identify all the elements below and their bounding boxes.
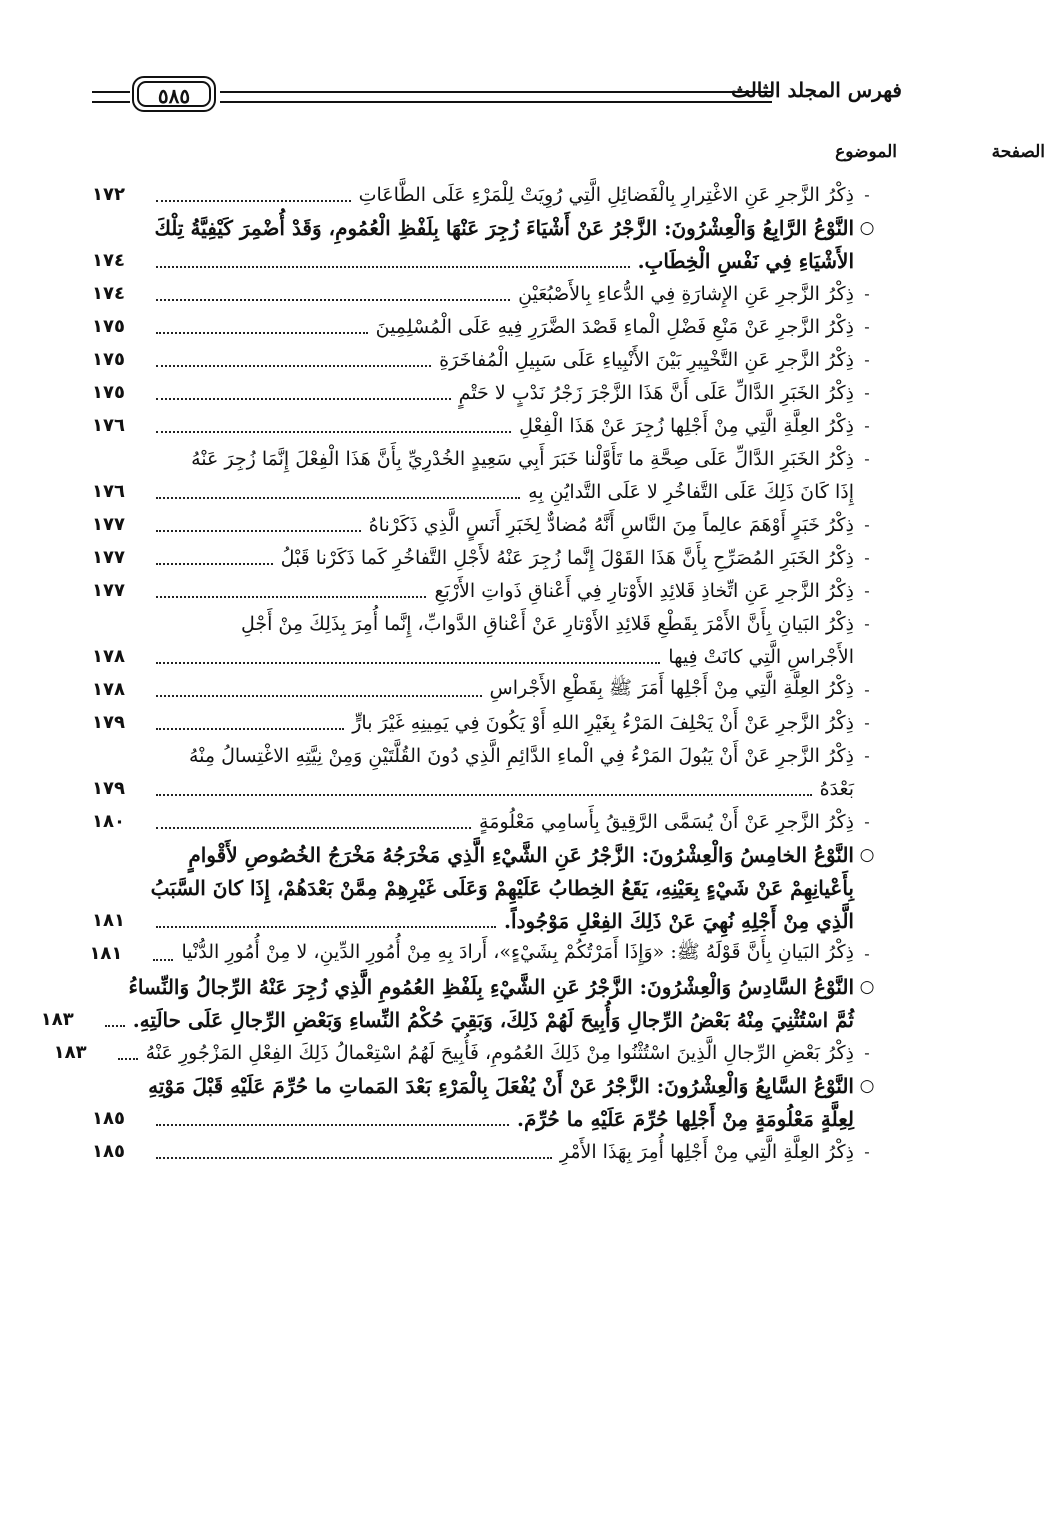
index-entry (92, 541, 880, 574)
index-entries (40, 178, 880, 1168)
entry-text: ذِكْرُ بَعْضِ الرِّجالِ الَّذِينَ اسْتُثْنُوا مِنْ ذَلِكَ العُمُومِ، فَأُبِيحَ لَهُمُ اسْتِعْمالُ ذَلِكَ الفِعْلِ المَزْجُورِ عَنْهُ (145, 1041, 854, 1064)
dot-leader (156, 926, 496, 928)
entry-line (92, 1135, 880, 1168)
entry-text: ذِكْرُ الزَّجرِ عَنِ الإِشارَةِ فِي الدُّعاءِ بِالأَصْبُعَيْنِ (518, 282, 854, 305)
index-entry (92, 178, 880, 211)
entry-line (92, 574, 880, 607)
dot-leader (118, 1058, 138, 1060)
entry-page-number: ١٨٣ (40, 1009, 74, 1030)
index-section (40, 970, 880, 1036)
circle-bullet-icon: ○ (859, 976, 875, 997)
dot-leader (156, 530, 361, 532)
index-entry (92, 277, 880, 310)
index-section (92, 838, 880, 937)
entry-line (92, 706, 880, 739)
entry-page-number: ١٧٥ (92, 349, 125, 370)
entry-line (92, 409, 880, 442)
dot-leader (156, 1157, 552, 1159)
entry-page-number: ١٧٦ (92, 415, 125, 436)
entry-page-number: ١٧٢ (92, 184, 125, 205)
running-title: فهرس المجلد الثالث (731, 78, 902, 102)
index-entry (92, 343, 880, 376)
entry-text: ذِكْرُ البَيانِ بِأَنَّ الأَمْرَ بِقَطْعِ قَلائِدِ الأَوْتارِ عَنْ أَعْناقِ الدَّوابِّ، إِنَّما أُمِرَ بِذَلِكَ مِنْ أَجْلِ (240, 612, 854, 635)
entry-text: ذِكْرُ الزَّجرِ عَنِ اتِّخاذِ قَلائِدِ الأَوْتارِ فِي أَعْناقِ ذَواتِ الأَرْبَعِ (434, 579, 854, 602)
entry-page-number: ١٧٧ (92, 547, 125, 568)
page-number: ٥٨٥ (137, 81, 211, 107)
dot-leader (105, 1025, 125, 1027)
dot-leader (156, 695, 482, 697)
entry-page-number: ١٧٥ (92, 316, 125, 337)
circle-bullet-icon: ○ (859, 1075, 875, 1096)
entry-line (92, 673, 880, 706)
dash-bullet-icon: - (864, 713, 870, 732)
dot-leader (156, 398, 451, 400)
column-heading-page: الصفحة (991, 142, 1045, 162)
dash-bullet-icon: - (864, 1043, 870, 1062)
entry-line (92, 541, 880, 574)
index-entry (89, 937, 880, 970)
index-entry (92, 310, 880, 343)
entry-line (92, 970, 880, 1003)
dash-bullet-icon: - (864, 680, 870, 699)
entry-text: ثُمَّ اسْتُثْنِيَ مِنْهُ بَعْضُ الرِّجالِ وَأُبِيحَ لَهُمْ ذَلِكَ، وَبَقِيَ حُكْمُ النِّساءِ وَبَعْضِ الرِّجالِ عَلَى حالَتِهِ. (132, 1007, 854, 1032)
entry-line (92, 310, 880, 343)
entry-line (92, 772, 880, 805)
entry-text: النَّوْعُ الخامِسُ وَالْعِشْرُونَ: الزَّجْرُ عَنِ الشَّيْءِ الَّذِي مَخْرَجُهُ مَخْرَجُ الخُصُوصِ لأَقْوامٍ (188, 842, 854, 867)
entry-text: ذِكْرُ الزَّجرِ عَنْ أَنْ يَبُولَ المَرْءُ فِي الْماءِ الدَّائِمِ الَّذِي دُونَ القُلَّتَيْنِ وَمِنْ نِيَّتِهِ الاغْتِسالُ مِنْهُ (188, 744, 854, 767)
index-entry (92, 376, 880, 409)
index-entry (92, 805, 880, 838)
index-entry (92, 1135, 880, 1168)
entry-text: ذِكْرُ البَيانِ بِأَنَّ قَوْلَهُ ﷺ: «وَإِذَا أَمَرْتُكُمْ بِشَيْءٍ»، أَرادَ بِهِ مِنْ أُمُورِ الدِّينِ، لا مِنْ أُمُورِ الدُّنْيا (181, 940, 854, 963)
entry-line (89, 937, 880, 970)
entry-text: ذِكْرُ العِلَّةِ الَّتِي مِنْ أَجْلِها أُمِرَ بِهَذَا الأَمْرِ (559, 1140, 854, 1163)
dot-leader (156, 563, 273, 565)
entry-line (92, 343, 880, 376)
entry-line (92, 244, 880, 277)
entry-text: النَّوْعُ الرَّابِعُ وَالْعِشْرُونَ: الزَّجْرُ عَنْ أَشْيَاءَ زُجِرَ عَنْهَا بِلَفْظِ الْعُمُومِ، وَقَدْ أُضْمِرَ كَيْفِيَّةُ تِلْكَ (154, 215, 854, 240)
entry-page-number: ١٨٣ (53, 1042, 87, 1063)
entry-line (92, 739, 880, 772)
dot-leader (156, 332, 368, 334)
dot-leader (156, 266, 630, 268)
dash-bullet-icon: - (864, 416, 870, 435)
index-entry (92, 739, 880, 805)
entry-text: ذِكْرُ خَبَرٍ أَوْهَمَ عالِماً مِنَ النَّاسِ أَنَّهُ مُضادٌّ لِخَبَرِ أَنَسٍ الَّذِي ذَكَرْناهُ (368, 513, 854, 536)
dash-bullet-icon: - (864, 548, 870, 567)
entry-line (92, 211, 880, 244)
entry-line (40, 1003, 880, 1036)
entry-page-number: ١٨١ (92, 910, 125, 931)
dash-bullet-icon: - (864, 614, 870, 633)
entry-page-number: ١٨٥ (92, 1108, 125, 1129)
entry-text: إِذَا كَانَ ذَلِكَ عَلَى التَّفاخُرِ لا عَلَى التَّدايُنِ بِهِ (528, 480, 854, 503)
dot-leader (156, 431, 511, 433)
dot-leader (156, 662, 660, 664)
entry-text: ذِكْرُ الزَّجرِ عَنْ أَنْ يُسَمَّى الرَّقِيقُ بِأَسامِي مَعْلُومَةٍ (479, 810, 854, 833)
dash-bullet-icon: - (864, 350, 870, 369)
index-entry (92, 673, 880, 706)
entry-text: ذِكْرُ الخَبَرِ الدَّالِّ عَلَى صِحَّةِ ما تَأَوَّلْنا خَبَرَ أَبِي سَعِيدٍ الخُدْرِيِّ بِأَنَّ هَذَا الْفِعْلَ إِنَّمَا زُجِرَ عَنْهُ (191, 447, 854, 470)
entry-text: ذِكْرُ العِلَّةِ الَّتِي مِنْ أَجْلِها أَمَرَ ﷺ بِقَطْعِ الأَجْراسِ (489, 676, 854, 699)
entry-line (92, 805, 880, 838)
entry-page-number: ١٧٨ (92, 679, 125, 700)
dash-bullet-icon: - (864, 449, 870, 468)
entry-text: ذِكْرُ الزَّجرِ عَنِ التَّخْيِيرِ بَيْنَ الأَنْبِياءِ عَلَى سَبِيلِ الْمُفاخَرَةِ (439, 348, 854, 371)
entry-line (92, 871, 880, 904)
dot-leader (156, 728, 344, 730)
index-entry (53, 1036, 880, 1069)
entry-text: الأَشْيَاءِ فِي نَفْسِ الْخِطَابِ. (637, 248, 854, 273)
dot-leader (156, 497, 520, 499)
index-entry (92, 607, 880, 673)
entry-line (92, 904, 880, 937)
entry-line (92, 607, 880, 640)
entry-page-number: ١٧٦ (92, 481, 125, 502)
entry-line (92, 1069, 880, 1102)
dash-bullet-icon: - (864, 515, 870, 534)
entry-page-number: ١٧٩ (92, 778, 125, 799)
entry-line (92, 640, 880, 673)
entry-line (92, 277, 880, 310)
dot-leader (156, 365, 431, 367)
index-entry (92, 706, 880, 739)
dash-bullet-icon: - (864, 944, 870, 963)
entry-line (92, 508, 880, 541)
dot-leader (156, 827, 471, 829)
index-entry (92, 442, 880, 508)
page-number-box (132, 76, 216, 112)
index-entry (92, 409, 880, 442)
entry-page-number: ١٧٨ (92, 646, 125, 667)
entry-line (92, 838, 880, 871)
column-heading-topic: الموضوع (835, 142, 897, 162)
entry-text: الَّذِي مِنْ أَجْلِهِ نُهِيَ عَنْ ذَلِكَ الفِعْلِ مَوْجُوداً. (504, 908, 854, 933)
dot-leader (156, 299, 510, 301)
dot-leader (156, 596, 426, 598)
dash-bullet-icon: - (864, 185, 870, 204)
entry-page-number: ١٧٥ (92, 382, 125, 403)
circle-bullet-icon: ○ (859, 844, 875, 865)
circle-bullet-icon: ○ (859, 217, 875, 238)
entry-text: ذِكْرُ الزَّجرِ عَنِ الاغْتِرارِ بِالْفَضائِلِ الَّتِي رُوِيَتْ لِلْمَرْءِ عَلَى الطَّاعَاتِ (358, 183, 854, 206)
page-header (92, 74, 902, 120)
entry-page-number: ١٧٧ (92, 514, 125, 535)
entry-line (92, 475, 880, 508)
dot-leader (156, 1124, 509, 1126)
dot-leader (156, 794, 812, 796)
dash-bullet-icon: - (864, 317, 870, 336)
entry-text: لِعِلَّةٍ مَعْلُومَةٍ مِنْ أَجْلِها حُرِّمَ عَلَيْهِ ما حُرِّمَ. (516, 1106, 854, 1131)
entry-text: بِأَعْيانِهِمْ عَنْ شَيْءٍ بِعَيْنِهِ، يَقَعُ الخِطابُ عَلَيْهِمْ وَعَلَى غَيْرِهِمْ مِمَّنْ بَعْدَهُمْ، إِذَا كانَ السَّبَبُ (150, 875, 854, 900)
index-entry (92, 508, 880, 541)
entry-page-number: ١٧٧ (92, 580, 125, 601)
entry-text: الأَجْراسِ الَّتِي كانَتْ فِيها (668, 645, 854, 668)
index-section (92, 211, 880, 277)
entry-page-number: ١٧٤ (92, 283, 125, 304)
index-section (92, 1069, 880, 1135)
entry-text: ذِكْرُ الخَبَرِ الدَّالِّ عَلَى أَنَّ هَذَا الزَّجْرَ زَجْرُ نَدْبٍ لا حَتْمٍ (458, 381, 854, 404)
index-entry (92, 574, 880, 607)
header-rule-left (92, 91, 130, 103)
header-rule-right (220, 91, 772, 103)
entry-page-number: ١٨٥ (92, 1141, 125, 1162)
entry-text: النَّوْعُ السَّابِعُ وَالْعِشْرُونَ: الزَّجْرُ عَنْ أَنْ يُفْعَلَ بِالْمَرْءِ بَعْدَ المَماتِ ما حُرِّمَ عَلَيْهِ قَبْلَ مَوْتِهِ (148, 1073, 854, 1098)
dash-bullet-icon: - (864, 812, 870, 831)
dash-bullet-icon: - (864, 383, 870, 402)
dash-bullet-icon: - (864, 1142, 870, 1161)
entry-line (92, 178, 880, 211)
entry-text: بَعْدَهُ (819, 777, 854, 800)
entry-text: ذِكْرُ الخَبَرِ المُصَرِّحِ بِأَنَّ هَذَا القَوْلَ إِنَّما زُجِرَ عَنْهُ لأَجْلِ التَّفاخُرِ كَما ذَكَرْنا قَبْلُ (280, 546, 854, 569)
entry-line (92, 442, 880, 475)
entry-text: النَّوْعُ السَّادِسُ وَالْعِشْرُونَ: الزَّجْرُ عَنِ الشَّيْءِ بِلَفْظِ العُمُومِ الَّذِي زُجِرَ عَنْهُ الرِّجالُ وَالنِّساءُ (128, 974, 854, 999)
entry-text: ذِكْرُ العِلَّةِ الَّتِي مِنْ أَجْلِها زُجِرَ عَنْ هَذَا الْفِعْلِ (519, 414, 854, 437)
entry-line (92, 1102, 880, 1135)
dash-bullet-icon: - (864, 581, 870, 600)
entry-page-number: ١٧٩ (92, 712, 125, 733)
dot-leader (153, 959, 173, 961)
entry-line (92, 376, 880, 409)
entry-page-number: ١٨٠ (92, 811, 125, 832)
entry-page-number: ١٧٤ (92, 250, 125, 271)
dash-bullet-icon: - (864, 746, 870, 765)
dash-bullet-icon: - (864, 284, 870, 303)
entry-line (53, 1036, 880, 1069)
dot-leader (156, 200, 351, 202)
entry-text: ذِكْرُ الزَّجرِ عَنْ مَنْعِ فَضْلِ الْماءِ قَصْدَ الضَّرَرِ فِيهِ عَلَى الْمُسْلِمِينَ (375, 315, 854, 338)
entry-page-number: ١٨١ (89, 943, 123, 964)
entry-text: ذِكْرُ الزَّجرِ عَنْ أَنْ يَحْلِفَ المَرْءُ بِغَيْرِ اللهِ أَوْ يَكُونَ فِي يَمِينِهِ غَيْرَ بارٍّ (352, 711, 854, 734)
